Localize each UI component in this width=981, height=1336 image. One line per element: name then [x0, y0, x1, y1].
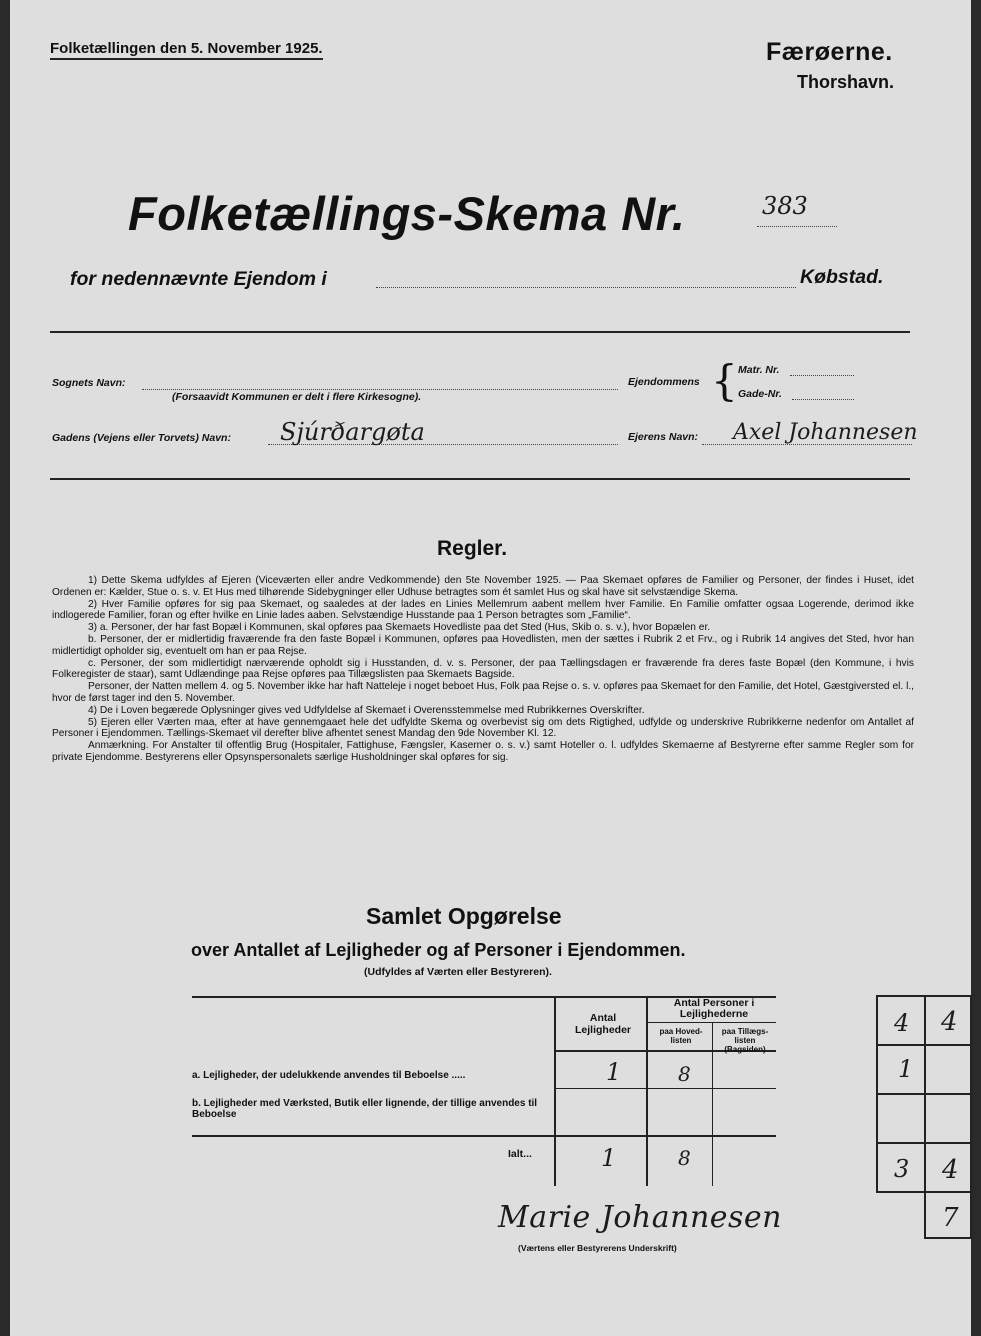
property-subtitle: for nedennævnte Ejendom i [70, 268, 327, 290]
row-total-label: Ialt... [508, 1148, 532, 1160]
rule-3a: 3) a. Personer, der har fast Bopæl i Kommunen, skal opføres paa Skemaets Hovedliste paa det Sted (Hus, Skib o. s. v.), hvor Bopælen er. [88, 622, 711, 634]
tally-r4-b: 4 [942, 1155, 959, 1185]
town-name: Thorshavn. [797, 72, 895, 92]
gade-fill-line [792, 399, 854, 400]
row-b-label: b. Lejligheder med Værksted, Butik eller lignende, der tillige anvendes til Beboelse [192, 1098, 538, 1120]
side-tally-grid [876, 995, 972, 1239]
census-date-line: Folketællingen den 5. November 1925. [50, 40, 323, 60]
tally-mid [924, 995, 926, 1239]
property-label: Ejendommens [628, 376, 700, 388]
street-label: Gadens (Vejens eller Torvets) Navn: [52, 432, 231, 444]
form-number-underline [757, 226, 837, 227]
table-row-a-bottom [554, 1088, 776, 1089]
rule-3c: c. Personer, der som midlertidigt nærværende opholdt sig i Husstanden, d. v. s. Personer, der paa Tællingsdagen er fraværende fra deres faste Bopæl (den Kommune, i hvis Folkeregister de staar), samt Udlændinge paa Rejse opføres paa Tillægslisten paa Skemaets Bagside. [52, 657, 914, 681]
col-apartments-header: Antal Lejligheder [574, 1012, 631, 1036]
rule-3b: b. Personer, der er midlertidig fraværende fra den faste Bopæl i Kommunen, opføres paa Hovedlisten, men der sættes i Rubrik 2 et Frv., og i Rubrik 14 angives det Sted, hvor han midlertidigt opholder sig, eventuelt om han er paa Rejse. [52, 633, 914, 657]
summary-heading: Samlet Opgørelse [366, 903, 562, 929]
divider-mid [50, 478, 910, 480]
summary-subheading: over Antallet af Lejligheder og af Personer i Ejendommen. [191, 940, 686, 960]
tally-r4-a: 3 [894, 1155, 910, 1183]
matr-fill-line [790, 375, 854, 376]
table-col-1 [554, 996, 556, 1186]
region-name: Færøerne. [766, 38, 893, 66]
tally-r5: 7 [942, 1203, 959, 1233]
row-a-apartments: 1 [606, 1058, 622, 1086]
parish-label: Sognets Navn: [52, 377, 126, 389]
rule-4: 4) De i Loven begærede Oplysninger gives ved Udfyldelse af Skemaet i Overensstemmelse med Rubrikkernes Overskrifter. [88, 704, 645, 716]
tally-bottom [924, 1237, 972, 1239]
tally-left [876, 995, 878, 1193]
table-col-2 [646, 996, 648, 1186]
rules-text [52, 575, 914, 764]
matr-label: Matr. Nr. [738, 364, 780, 376]
gade-label: Gade-Nr. [738, 388, 782, 400]
table-row-b-bottom [192, 1135, 776, 1137]
tally-r1-a: 4 [894, 1009, 910, 1037]
town-type: Købstad. [800, 266, 884, 288]
property-brace: { [711, 356, 738, 405]
table-persons-split [646, 1022, 776, 1023]
rules-heading: Regler. [437, 537, 508, 560]
tally-r2-a: 1 [898, 1055, 914, 1083]
rule-3d: Personer, der Natten mellem 4. og 5. November ikke har haft Natteleje i noget beboet Hus, Folk paa Rejse o. s. v. opføres paa Skemaet for den Familie, det Hotel, Gæstgiversted el. l., hvor de først tager ind den 5. November. [52, 681, 914, 704]
col-persons-header: Antal Personer i Lejlighederne [673, 997, 755, 1020]
street-handwritten: Sjúrðargøta [280, 418, 425, 446]
signature-caption: (Værtens eller Bestyrerens Underskrift) [518, 1243, 677, 1253]
row-a-label: a. Lejligheder, der udelukkende anvendes til Beboelse ..... [192, 1070, 466, 1081]
owner-handwritten: Axel Johannesen [733, 420, 918, 445]
total-apartments: 1 [601, 1144, 617, 1172]
tally-r1-b: 4 [941, 1007, 958, 1037]
subtitle-fill-line [376, 287, 796, 288]
divider-top [50, 331, 910, 333]
owner-label: Ejerens Navn: [628, 431, 699, 443]
table-col-3 [712, 1022, 713, 1186]
scan-edge-left [0, 0, 10, 1336]
col-main-header: paa Hoved-listen [659, 1027, 703, 1045]
scan-edge-right [971, 0, 981, 1336]
parish-fill-line [142, 389, 618, 390]
form-number: 383 [762, 192, 808, 220]
col-supp-header: paa Tillægs-listen (Bagsiden) [721, 1027, 769, 1054]
rule-1: 1) Dette Skema udfyldes af Ejeren (Viceværten eller andre Vedkommende) den 5te November 1925. — Paa Skemaet opføres de Familier og Personer, der findes i Huset, idet Ordenen er: Kælder, Stue o. s. v. Et Hus med tilhørende Sidebygninger eller Udhuse betragtes som ét samlet Hus og skal have sit selvstændige Skema. [52, 575, 914, 598]
rule-note: Anmærkning. For Anstalter til offentlig Brug (Hospitaler, Fattighuse, Fængsler, Kaserner o. s. v.) samt Hoteller o. l. udfyldes Skemaerne af Bestyrerne efter samme Regler som for private Ejendomme. Bestyrerens eller Opsynspersonalets særlige Husholdninger skal opføres for sig. [52, 740, 914, 763]
tally-right [970, 995, 972, 1239]
rule-2: 2) Hver Familie opføres for sig paa Skemaet, og saaledes at der lades en Linies Mellemrum aabent mellem hver Familie. En Familie omfatter ogsaa Logerende, derimod ikke indlogerede Familier, foran og efter hvilke en Linie lades aaben. Selvstændige Husstande paa 1 Person betragtes som „Familie“. [52, 598, 914, 622]
rule-5: 5) Ejeren eller Værten maa, efter at have gennemgaaet hele det udfyldte Skema og overbevist sig om dets Rigtighed, udfylde og underskrive Rubrikkerne nedenfor om Antallet af Personer i Ejendommen. Tællings-Skemaet vil derefter blive afhentet senest Mandag den 9de November Kl. 12. [52, 716, 914, 740]
total-main: 8 [678, 1146, 691, 1170]
signature: Marie Johannesen [498, 1200, 782, 1235]
parish-note: (Forsaavidt Kommunen er delt i flere Kirkesogne). [172, 391, 422, 403]
row-a-main: 8 [678, 1062, 691, 1086]
form-title: Folketællings-Skema Nr. [128, 187, 686, 240]
summary-note: (Udfyldes af Værten eller Bestyreren). [364, 966, 552, 978]
